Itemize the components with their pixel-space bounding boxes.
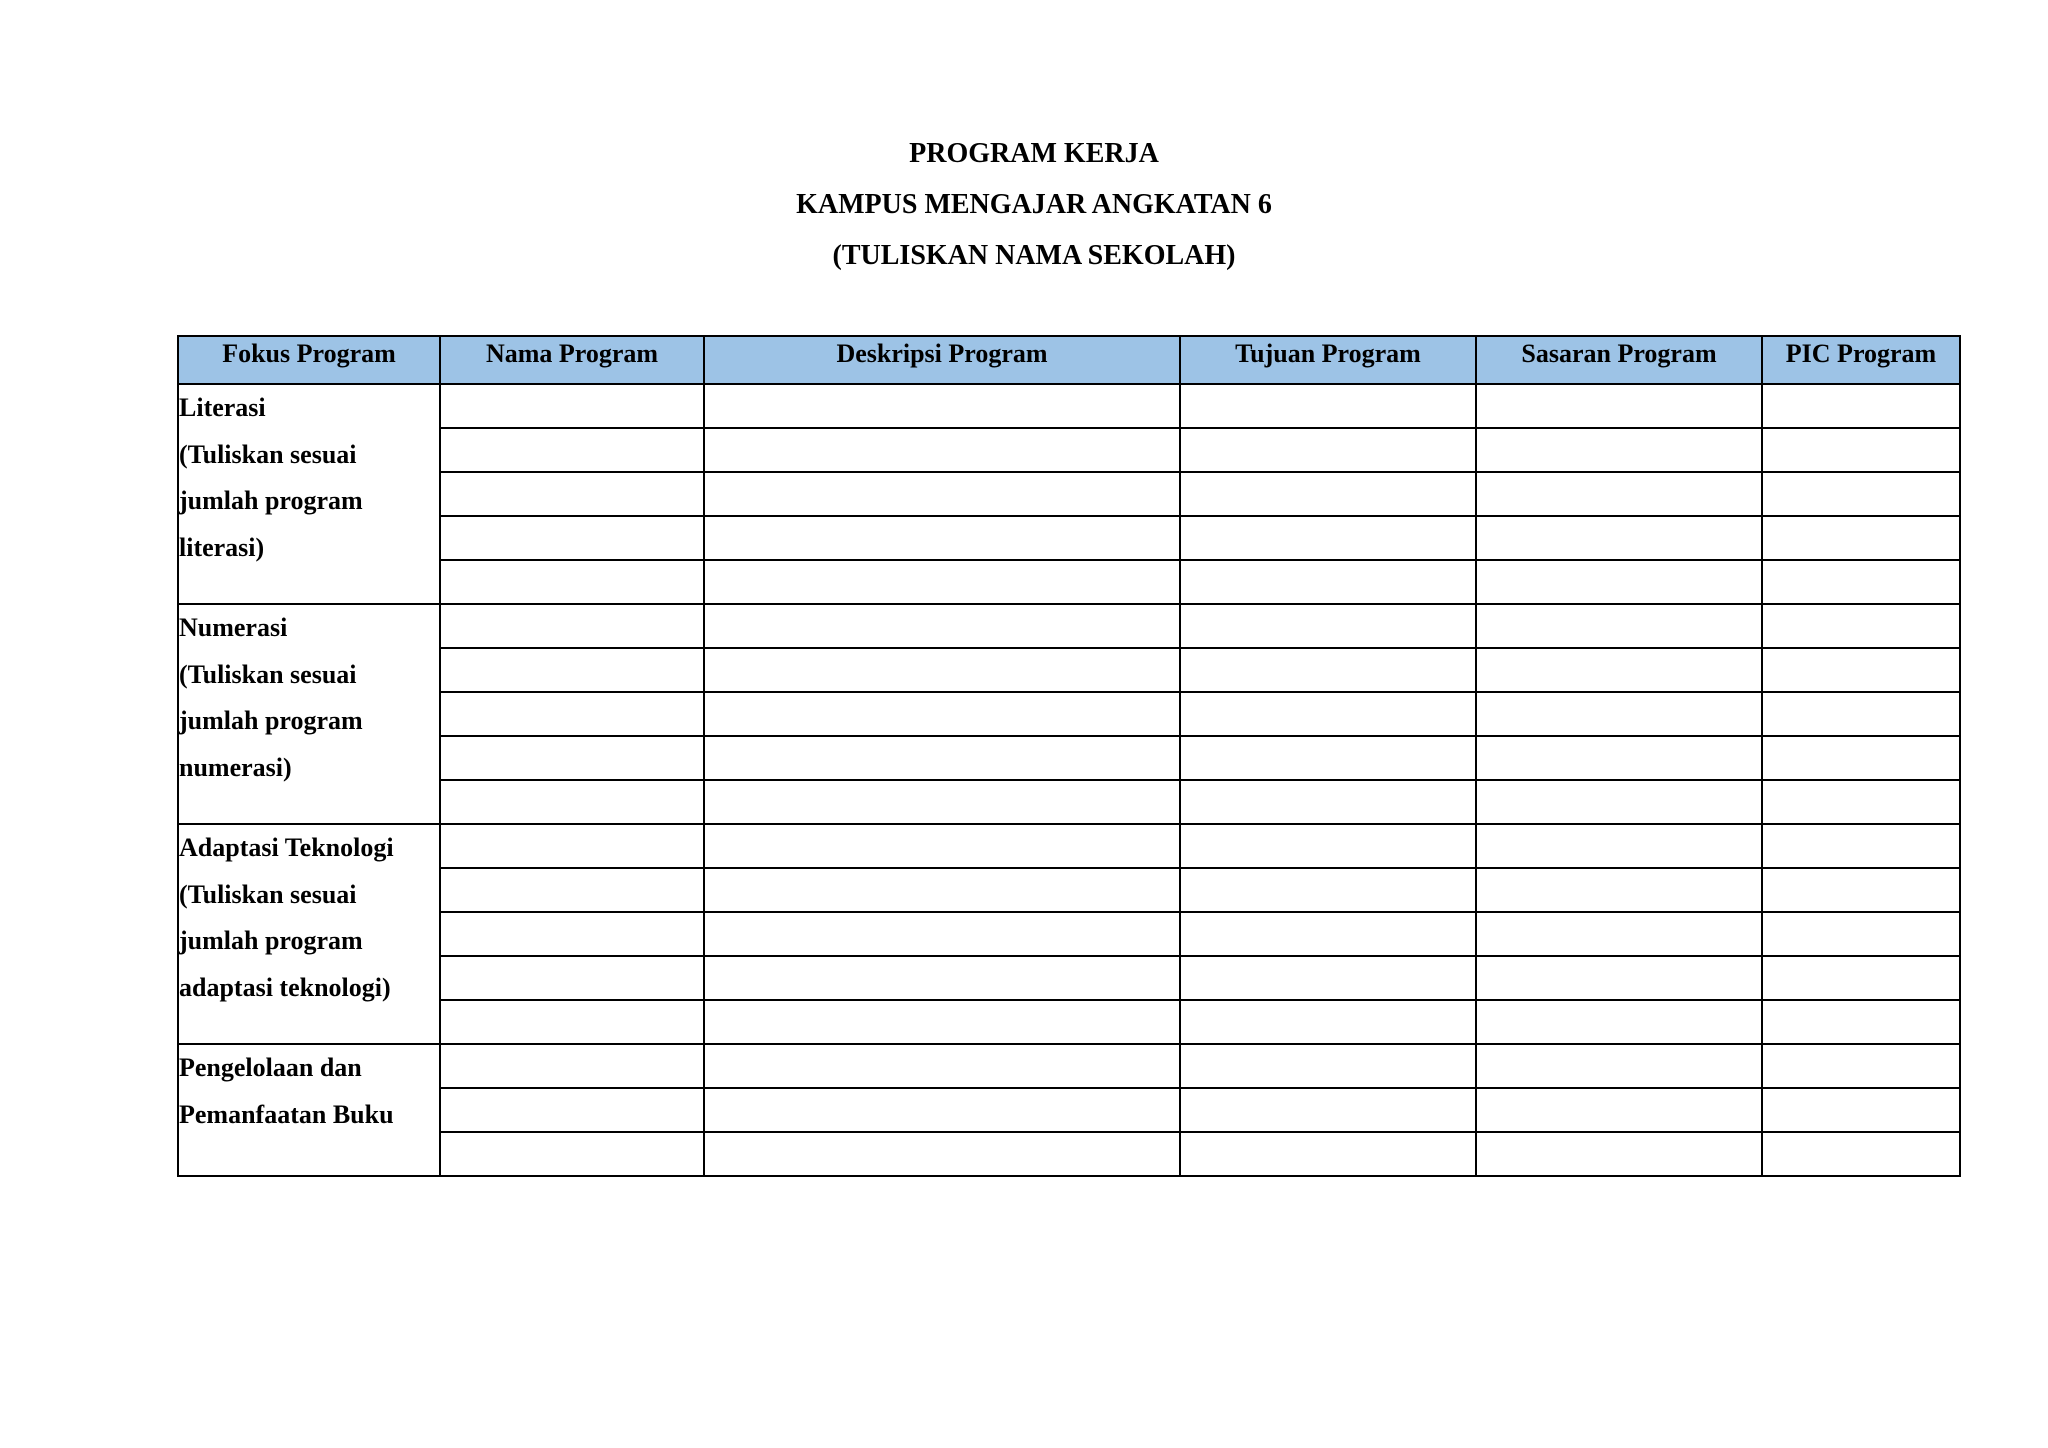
table-row — [178, 604, 1960, 648]
table-row — [178, 780, 1960, 824]
sasaran-program-cell[interactable] — [1476, 560, 1762, 604]
tujuan-program-cell[interactable] — [1180, 868, 1476, 912]
tujuan-program-cell[interactable] — [1180, 780, 1476, 824]
nama-program-cell[interactable] — [440, 736, 704, 780]
deskripsi-program-cell[interactable] — [704, 560, 1180, 604]
deskripsi-program-cell[interactable] — [704, 516, 1180, 560]
nama-program-cell[interactable] — [440, 516, 704, 560]
deskripsi-program-cell[interactable] — [704, 1044, 1180, 1088]
sasaran-program-cell[interactable] — [1476, 1132, 1762, 1176]
header-pic-program: PIC Program — [1762, 336, 1960, 384]
table-row — [178, 692, 1960, 736]
sasaran-program-cell[interactable] — [1476, 384, 1762, 428]
deskripsi-program-cell[interactable] — [704, 780, 1180, 824]
pic-program-cell[interactable] — [1762, 472, 1960, 516]
deskripsi-program-cell[interactable] — [704, 912, 1180, 956]
table-row — [178, 736, 1960, 780]
table-row — [178, 824, 1960, 868]
focus-program-line: Pengelolaan dan — [179, 1053, 362, 1082]
pic-program-cell[interactable] — [1762, 1088, 1960, 1132]
sasaran-program-cell[interactable] — [1476, 780, 1762, 824]
pic-program-cell[interactable] — [1762, 516, 1960, 560]
focus-program-line: jumlah program — [179, 926, 363, 955]
nama-program-cell[interactable] — [440, 1132, 704, 1176]
table-row — [178, 956, 1960, 1000]
deskripsi-program-cell[interactable] — [704, 692, 1180, 736]
sasaran-program-cell[interactable] — [1476, 1088, 1762, 1132]
pic-program-cell[interactable] — [1762, 384, 1960, 428]
focus-program-line: Adaptasi Teknologi — [179, 833, 394, 862]
table-row — [178, 868, 1960, 912]
tujuan-program-cell[interactable] — [1180, 384, 1476, 428]
title-line-3: (TULISKAN NAMA SEKOLAH) — [832, 240, 1236, 271]
sasaran-program-cell[interactable] — [1476, 824, 1762, 868]
sasaran-program-cell[interactable] — [1476, 736, 1762, 780]
table-row — [178, 1044, 1960, 1088]
deskripsi-program-cell[interactable] — [704, 736, 1180, 780]
tujuan-program-cell[interactable] — [1180, 692, 1476, 736]
focus-program-line: adaptasi teknologi) — [179, 972, 391, 1002]
focus-program-line: (Tuliskan sesuai — [179, 879, 357, 909]
nama-program-cell[interactable] — [440, 956, 704, 1000]
deskripsi-program-cell[interactable] — [704, 824, 1180, 868]
pic-program-cell[interactable] — [1762, 648, 1960, 692]
header-fokus-program: Fokus Program — [178, 336, 440, 384]
pic-program-cell[interactable] — [1762, 1000, 1960, 1044]
pic-program-cell[interactable] — [1762, 956, 1960, 1000]
tujuan-program-cell[interactable] — [1180, 1088, 1476, 1132]
nama-program-cell[interactable] — [440, 1044, 704, 1088]
sasaran-program-cell[interactable] — [1476, 956, 1762, 1000]
title-line-1: PROGRAM KERJA — [909, 138, 1159, 169]
focus-program-line: Pemanfaatan Buku — [179, 1099, 394, 1129]
deskripsi-program-cell[interactable] — [704, 1000, 1180, 1044]
sasaran-program-cell[interactable] — [1476, 912, 1762, 956]
pic-program-cell[interactable] — [1762, 736, 1960, 780]
sasaran-program-cell[interactable] — [1476, 472, 1762, 516]
tujuan-program-cell[interactable] — [1180, 472, 1476, 516]
tujuan-program-cell[interactable] — [1180, 648, 1476, 692]
header-nama-program: Nama Program — [440, 336, 704, 384]
tujuan-program-cell[interactable] — [1180, 516, 1476, 560]
sasaran-program-cell[interactable] — [1476, 516, 1762, 560]
focus-program-line: jumlah program — [179, 486, 363, 515]
deskripsi-program-cell[interactable] — [704, 956, 1180, 1000]
deskripsi-program-cell[interactable] — [704, 648, 1180, 692]
nama-program-cell[interactable] — [440, 648, 704, 692]
sasaran-program-cell[interactable] — [1476, 1044, 1762, 1088]
nama-program-cell[interactable] — [440, 560, 704, 604]
pic-program-cell[interactable] — [1762, 428, 1960, 472]
table-row — [178, 472, 1960, 516]
table-row — [178, 560, 1960, 604]
focus-program-line: numerasi) — [179, 752, 292, 782]
focus-program-line: Literasi — [179, 393, 266, 422]
tujuan-program-cell[interactable] — [1180, 956, 1476, 1000]
pic-program-cell[interactable] — [1762, 1044, 1960, 1088]
pic-program-cell[interactable] — [1762, 824, 1960, 868]
tujuan-program-cell[interactable] — [1180, 604, 1476, 648]
nama-program-cell[interactable] — [440, 428, 704, 472]
deskripsi-program-cell[interactable] — [704, 604, 1180, 648]
sasaran-program-cell[interactable] — [1476, 692, 1762, 736]
nama-program-cell[interactable] — [440, 604, 704, 648]
nama-program-cell[interactable] — [440, 384, 704, 428]
table-row — [178, 516, 1960, 560]
focus-program-cell — [178, 1044, 440, 1176]
nama-program-cell[interactable] — [440, 824, 704, 868]
sasaran-program-cell[interactable] — [1476, 428, 1762, 472]
table-row — [178, 1000, 1960, 1044]
deskripsi-program-cell[interactable] — [704, 384, 1180, 428]
sasaran-program-cell[interactable] — [1476, 1000, 1762, 1044]
sasaran-program-cell[interactable] — [1476, 648, 1762, 692]
focus-program-cell — [178, 824, 440, 1044]
table-row — [178, 912, 1960, 956]
tujuan-program-cell[interactable] — [1180, 912, 1476, 956]
pic-program-cell[interactable] — [1762, 912, 1960, 956]
focus-program-line: jumlah program — [179, 706, 363, 735]
nama-program-cell[interactable] — [440, 692, 704, 736]
table-row — [178, 384, 1960, 428]
deskripsi-program-cell[interactable] — [704, 1132, 1180, 1176]
tujuan-program-cell[interactable] — [1180, 428, 1476, 472]
tujuan-program-cell[interactable] — [1180, 560, 1476, 604]
tujuan-program-cell[interactable] — [1180, 736, 1476, 780]
nama-program-cell[interactable] — [440, 472, 704, 516]
sasaran-program-cell[interactable] — [1476, 868, 1762, 912]
tujuan-program-cell[interactable] — [1180, 1044, 1476, 1088]
sasaran-program-cell[interactable] — [1476, 604, 1762, 648]
focus-program-line: (Tuliskan sesuai — [179, 439, 357, 469]
header-sasaran-program: Sasaran Program — [1476, 336, 1762, 384]
deskripsi-program-cell[interactable] — [704, 428, 1180, 472]
tujuan-program-cell[interactable] — [1180, 1132, 1476, 1176]
table-row — [178, 1088, 1960, 1132]
document-title — [0, 128, 2048, 281]
table-row — [178, 428, 1960, 472]
pic-program-cell[interactable] — [1762, 868, 1960, 912]
table-row — [178, 648, 1960, 692]
deskripsi-program-cell[interactable] — [704, 1088, 1180, 1132]
pic-program-cell[interactable] — [1762, 560, 1960, 604]
header-deskripsi-program: Deskripsi Program — [704, 336, 1180, 384]
title-line-2: KAMPUS MENGAJAR ANGKATAN 6 — [796, 189, 1272, 220]
nama-program-cell[interactable] — [440, 912, 704, 956]
focus-program-line: (Tuliskan sesuai — [179, 659, 357, 689]
nama-program-cell[interactable] — [440, 868, 704, 912]
pic-program-cell[interactable] — [1762, 1132, 1960, 1176]
header-row — [178, 336, 1960, 384]
tujuan-program-cell[interactable] — [1180, 824, 1476, 868]
nama-program-cell[interactable] — [440, 1000, 704, 1044]
deskripsi-program-cell[interactable] — [704, 472, 1180, 516]
pic-program-cell[interactable] — [1762, 780, 1960, 824]
nama-program-cell[interactable] — [440, 780, 704, 824]
table-body — [178, 384, 1960, 1176]
tujuan-program-cell[interactable] — [1180, 1000, 1476, 1044]
header-tujuan-program: Tujuan Program — [1180, 336, 1476, 384]
deskripsi-program-cell[interactable] — [704, 868, 1180, 912]
pic-program-cell[interactable] — [1762, 692, 1960, 736]
table-row — [178, 1132, 1960, 1176]
pic-program-cell[interactable] — [1762, 604, 1960, 648]
nama-program-cell[interactable] — [440, 1088, 704, 1132]
focus-program-cell — [178, 604, 440, 824]
focus-program-line: literasi) — [179, 532, 265, 562]
program-table — [177, 335, 1961, 1177]
focus-program-line: Numerasi — [179, 613, 288, 642]
focus-program-cell — [178, 384, 440, 604]
